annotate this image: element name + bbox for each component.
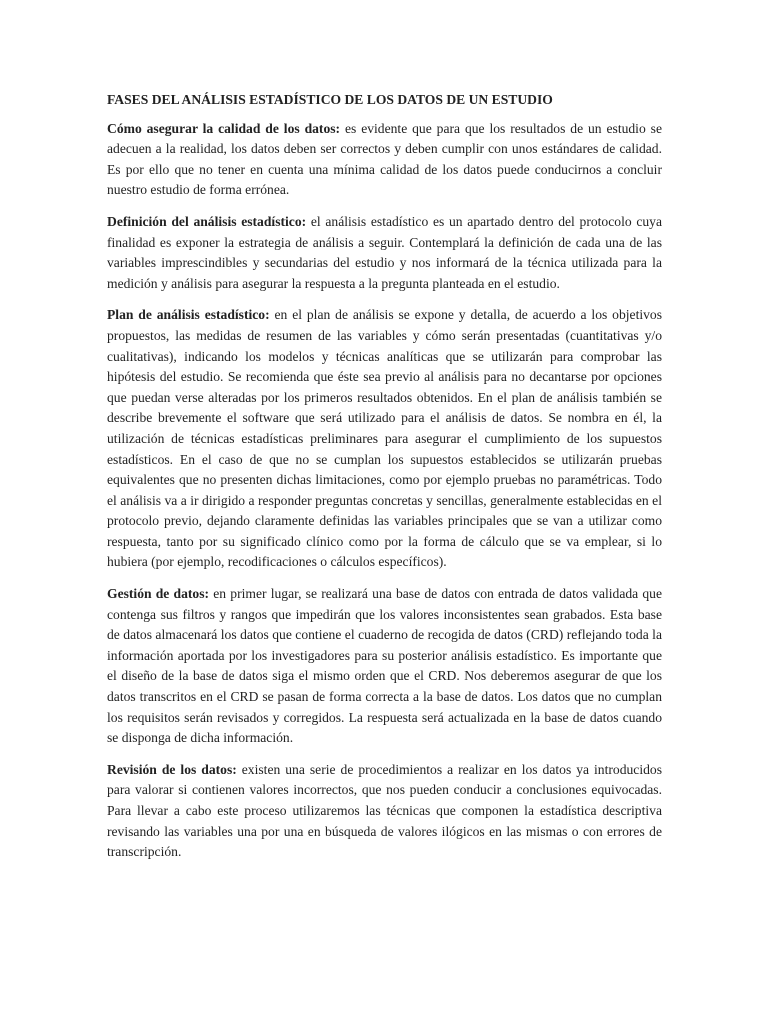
section-body: en el plan de análisis se expone y detalla, de acuerdo a los objetivos propuestos, las medidas de resumen de las variables y cómo serán presentadas (cuantitativas y/o cualitativas), indicando los modelos y técnicas analíticas que se utilizarán para comprobar las hipótesis del estudio. Se recomienda que éste sea previo al análisis para no decantarse por opciones que puedan verse alteradas por los primeros resultados obtenidos. En el plan de análisis también se describe brevemente el software que será utilizado para el análisis de datos. Se nombra en él, la utilización de técnicas estadísticas preliminares para asegurar el cumplimiento de los supuestos estadísticos. En el caso de que no se cumplan los supuestos establecidos se utilizarán pruebas equivalentes que no presenten dichas limitaciones, como por ejemplo pruebas no paramétricas. Todo el análisis va a ir dirigido a responder preguntas concretas y sencillas, generalmente establecidas en el protocolo previo, dejando claramente definidas las variables principales que se van a utilizar como respuesta, tanto por su significado clínico como por la forma de cálculo que se va emplear, si lo hubiera (por ejemplo, recodificaciones o cálculos específicos). bbox=[107, 307, 663, 570]
section-body: existen una serie de procedimientos a realizar en los datos ya introducidos para valorar si contienen valores incorrectos, que nos pueden conducir a conclusiones equivocadas. Para llevar a cabo este proceso utilizaremos las técnicas que componen la estadística descriptiva revisando las variables una por una en búsqueda de valores ilógicos en las mismas o con errores de transcripción. bbox=[107, 761, 662, 860]
section-heading: Definición del análisis estadístico: bbox=[107, 213, 307, 229]
section-heading: Revisión de los datos: bbox=[107, 761, 237, 777]
section-gestion-datos bbox=[107, 584, 662, 749]
section-body: en primer lugar, se realizará una base de datos con entrada de datos validada que contenga sus filtros y rangos que impedirán que los valores inconsistentes sean grabados. Esta base de datos almacenará los datos que contiene el cuaderno de recogida de datos (CRD) reflejando toda la información aportada por los investigadores para su posterior análisis estadístico. Es importante que el diseño de la base de datos siga el mismo orden que el CRD. Nos deberemos asegurar de que los datos transcritos en el CRD se pasan de forma correcta a la base de datos. Los datos que no cumplan los requisitos serán revisados y corregidos. La respuesta será actualizada en la base de datos cuando se disponga de dicha información. bbox=[107, 586, 663, 746]
document-page bbox=[107, 90, 662, 874]
section-revision-datos bbox=[107, 760, 662, 863]
section-heading: Plan de análisis estadístico: bbox=[107, 307, 270, 323]
section-heading: Gestión de datos: bbox=[107, 586, 210, 602]
document-title: FASES DEL ANÁLISIS ESTADÍSTICO DE LOS DATOS DE UN ESTUDIO bbox=[107, 92, 553, 107]
section-body: el análisis estadístico es un apartado dentro del protocolo cuya finalidad es exponer la estrategia de análisis a seguir. Contemplará la definición de cada una de las variables imprescindibles y secundarias del estudio y nos informará de la técnica utilizada para la medición y análisis para asegurar la respuesta a la pregunta planteada en el estudio. bbox=[107, 213, 663, 291]
section-heading: Cómo asegurar la calidad de los datos: bbox=[107, 120, 341, 136]
section-definicion-analisis bbox=[107, 212, 662, 294]
section-calidad-datos bbox=[107, 119, 662, 201]
section-plan-analisis bbox=[107, 305, 662, 573]
section-body: es evidente que para que los resultados de un estudio se adecuen a la realidad, los datos deben ser correctos y deben cumplir con unos estándares de calidad. Es por ello que no tener en cuenta una mínima calidad de los datos puede conducirnos a concluir nuestro estudio de forma errónea. bbox=[107, 120, 662, 198]
